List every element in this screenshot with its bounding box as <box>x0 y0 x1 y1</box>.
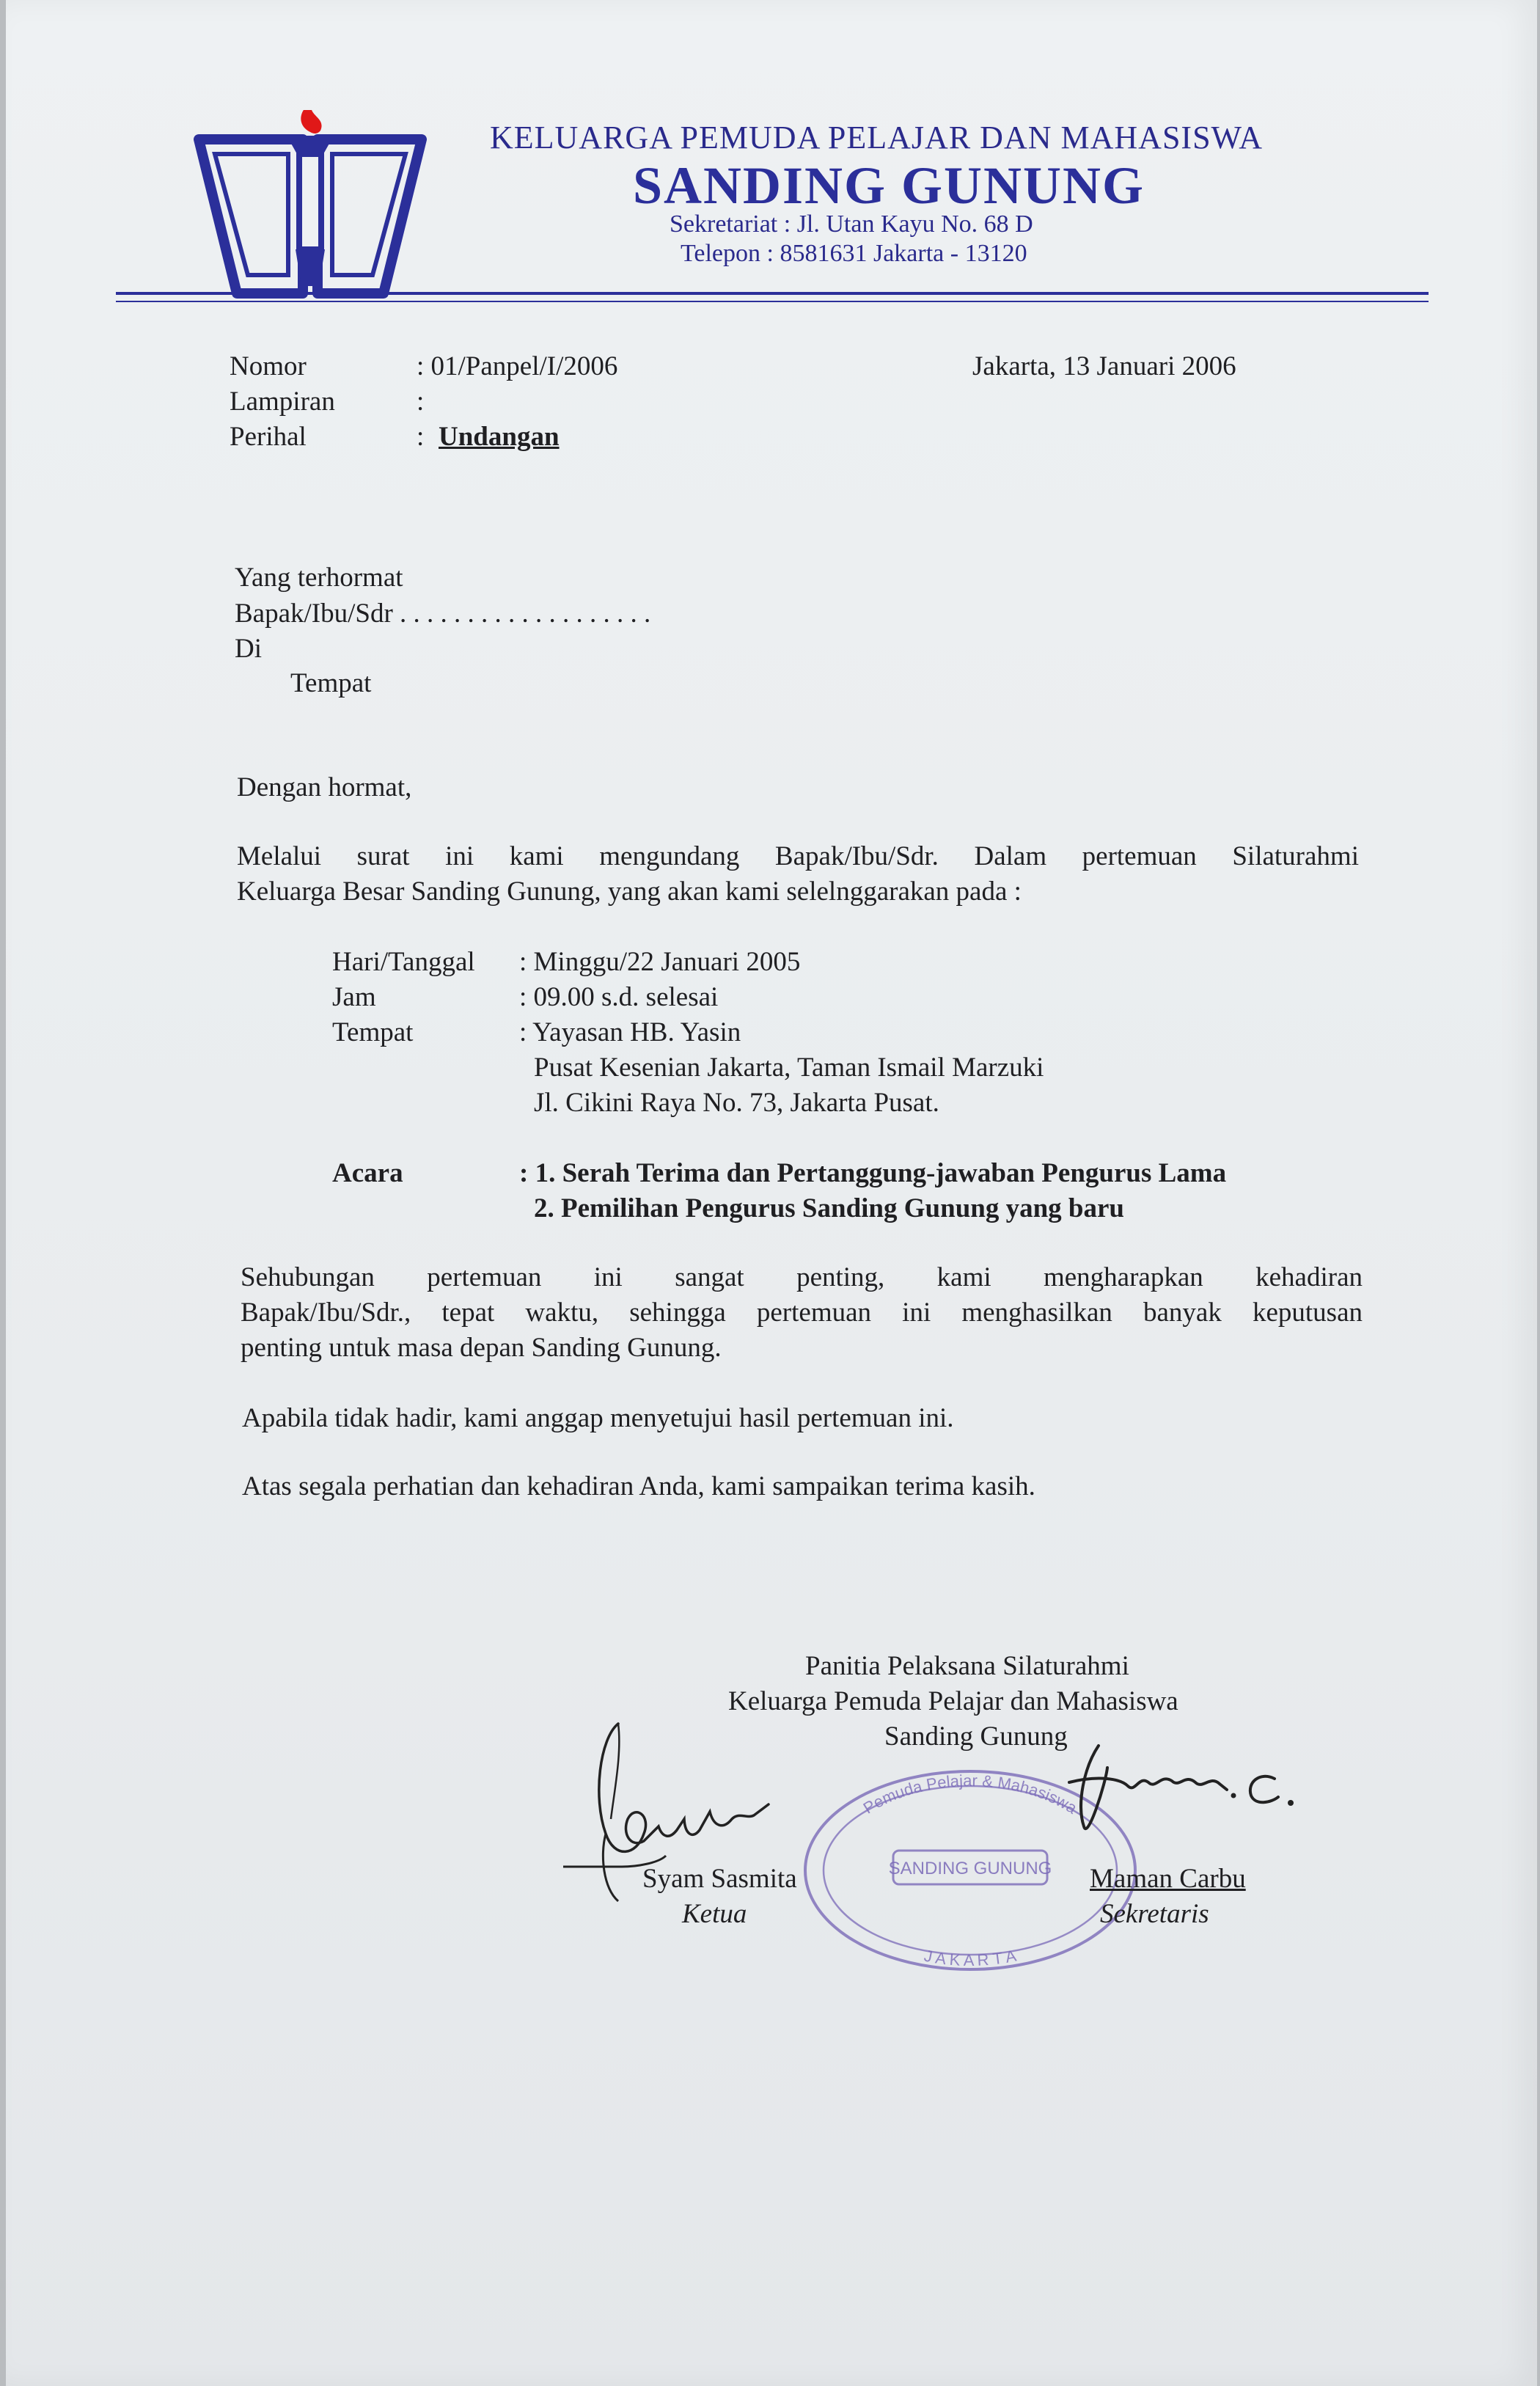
greeting: Dengan hormat, <box>237 772 412 802</box>
lampiran-label: Lampiran <box>230 387 335 417</box>
lampiran-value: : <box>417 387 425 417</box>
para4: Atas segala perhatian dan kehadiran Anda, kami sampaikan terima kasih. <box>242 1471 1035 1501</box>
agenda-item-2: 2. Pemilihan Pengurus Sanding Gunung yang baru <box>534 1193 1125 1223</box>
signer-2-name: Maman Carbu <box>1090 1864 1246 1894</box>
day-label: Hari/Tanggal <box>332 947 475 977</box>
stamp-center-text: SANDING GUNUNG <box>888 1859 1052 1878</box>
signer-1-title: Ketua <box>682 1899 747 1929</box>
para2-line-1: Sehubungan pertemuan ini sangat penting, kami mengharapkan kehadiran <box>241 1262 1363 1292</box>
recipient-line-4: Tempat <box>290 668 372 698</box>
recipient-line-3: Di <box>235 634 262 664</box>
letterhead-rule-thick <box>116 292 1429 295</box>
svg-text:Pemuda Pelajar & Mahasiswa <box>860 1771 1081 1818</box>
perihal-colon: : <box>417 422 425 452</box>
time-label: Jam <box>332 982 376 1012</box>
letter-page <box>6 0 1537 2386</box>
recipient-line-2: Bapak/Ibu/Sdr . . . . . . . . . . . . . . . . . . . <box>235 599 651 629</box>
recipient-line-1: Yang terhormat <box>235 563 403 593</box>
letterhead-name: SANDING GUNUNG <box>633 156 1145 215</box>
place-value-2: Pusat Kesenian Jakarta, Taman Ismail Marzuki <box>534 1053 1044 1083</box>
committee-line-2: Keluarga Pemuda Pelajar dan Mahasiswa <box>728 1686 1178 1716</box>
place-date: Jakarta, 13 Januari 2006 <box>972 351 1236 381</box>
perihal-value: Undangan <box>439 422 560 452</box>
letterhead-rule-thin <box>116 301 1429 302</box>
time-value: : 09.00 s.d. selesai <box>519 982 719 1012</box>
nomor-label: Nomor <box>230 351 307 381</box>
nomor-value: : 01/Panpel/I/2006 <box>417 351 618 381</box>
agenda-item-1: : 1. Serah Terima dan Pertanggung-jawaban Pengurus Lama <box>519 1158 1227 1188</box>
place-value-1: : Yayasan HB. Yasin <box>519 1017 741 1047</box>
signature-sekretaris <box>1055 1738 1319 1856</box>
committee-line-1: Panitia Pelaksana Silaturahmi <box>805 1651 1129 1681</box>
intro-line-2: Keluarga Besar Sanding Gunung, yang akan kami selelnggarakan pada : <box>237 877 1022 907</box>
committee-line-3: Sanding Gunung <box>884 1721 1068 1752</box>
para2-line-3: penting untuk masa depan Sanding Gunung. <box>241 1333 722 1363</box>
stamp-bottom-text: J A K A R T A <box>923 1946 1018 1970</box>
letterhead-address: Sekretariat : Jl. Utan Kayu No. 68 D <box>670 211 1033 238</box>
para2-line-2: Bapak/Ibu/Sdr., tepat waktu, sehingga pertemuan ini menghasilkan banyak keputusan <box>241 1298 1363 1328</box>
book-torch-logo <box>193 110 428 301</box>
place-label: Tempat <box>332 1017 414 1047</box>
perihal-label: Perihal <box>230 422 307 452</box>
para3: Apabila tidak hadir, kami anggap menyetujui hasil pertemuan ini. <box>242 1403 954 1433</box>
svg-text:J A K A R T A <box>923 1946 1018 1969</box>
agenda-label: Acara <box>332 1158 403 1188</box>
place-value-3: Jl. Cikini Raya No. 73, Jakarta Pusat. <box>534 1088 939 1118</box>
stamp-top-text: Pemuda Pelajar & Mahasiswa <box>859 1771 1081 1818</box>
day-value: : Minggu/22 Januari 2005 <box>519 947 801 977</box>
signer-1-name: Syam Sasmita <box>642 1864 797 1894</box>
letterhead-org-line: KELUARGA PEMUDA PELAJAR DAN MAHASISWA <box>490 120 1263 155</box>
intro-line-1: Melalui surat ini kami mengundang Bapak/Ibu/Sdr. Dalam pertemuan Silaturahmi <box>237 841 1359 871</box>
letterhead-phone: Telepon : 8581631 Jakarta - 13120 <box>681 240 1027 267</box>
signer-2-title: Sekretaris <box>1100 1899 1209 1929</box>
